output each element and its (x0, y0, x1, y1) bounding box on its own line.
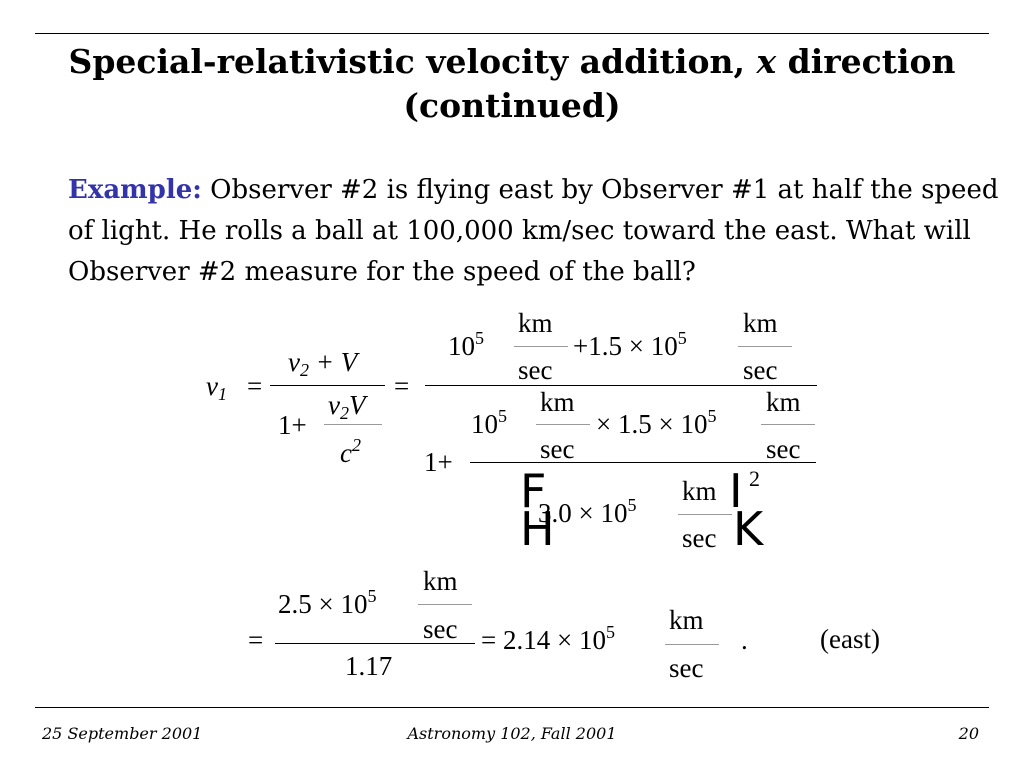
km-unit-5: km (682, 476, 717, 506)
unit-bar-3 (536, 424, 590, 425)
km-unit-7: km (669, 605, 704, 635)
main-fraction-bar (270, 385, 385, 386)
plus-term: $+1.5 \times 10^5$ (573, 328, 687, 361)
squared-exponent: 2 (749, 466, 760, 491)
footer-page-number: 20 (958, 724, 979, 743)
unit-bar-1 (514, 346, 568, 347)
right-bracket-bottom: K (733, 502, 764, 556)
unit-bar-4 (761, 424, 815, 425)
ten-pow-five-1: $10^5$ (448, 328, 484, 361)
c-value-term: $3.0 \times 10^5$ (538, 495, 637, 528)
example-text: Observer #2 is flying east by Observer #1 at half the speed of light. He rolls a ball at 100,000 km/sec toward the east. What will Observer #2 measure for the speed of the ball? (68, 175, 999, 287)
big-fraction-bar (425, 385, 817, 386)
bottom-rule (35, 707, 989, 708)
final-period: . (741, 625, 748, 655)
v1-symbol: v1 (206, 371, 227, 404)
slide-title (40, 40, 984, 128)
title-text-3: (continued) (403, 86, 621, 125)
footer-course: Astronomy 102, Fall 2001 (407, 724, 617, 743)
v2V-numerator: v2V (328, 390, 366, 423)
footer-date: 25 September 2001 (42, 724, 203, 743)
sub-fraction-bar (470, 462, 816, 463)
unit-bar-7 (665, 644, 719, 645)
result-numerator: $2.5 \times 10^5$ (278, 586, 377, 619)
inner-fraction-bar (324, 424, 382, 425)
sec-unit-5: sec (682, 523, 717, 553)
example-label: Example: (68, 175, 202, 205)
km-unit-1: km (518, 308, 553, 338)
ten-pow-five-2: $10^5$ (471, 406, 507, 439)
right-bracket-top: I (729, 464, 743, 518)
km-unit-3: km (540, 387, 575, 417)
left-bracket-bottom: H (520, 502, 555, 556)
sec-unit-3: sec (540, 434, 575, 464)
sec-unit-4: sec (766, 434, 801, 464)
left-bracket-top: F (520, 464, 547, 518)
sec-unit-6: sec (423, 614, 458, 644)
result-fraction-bar (275, 643, 475, 644)
unit-bar-2 (738, 346, 792, 347)
v2-plus-V: v2 + V (288, 347, 358, 380)
final-value: = $2.14 \times 10^5$ (481, 622, 615, 655)
equals-sign-2: = (394, 371, 410, 401)
c-squared: $c^2$ (340, 435, 361, 468)
title-text-2: direction (776, 42, 956, 81)
title-text-1: Special-relativistic velocity addition, (68, 42, 757, 81)
km-unit-6: km (423, 566, 458, 596)
sec-unit-1: sec (518, 355, 553, 385)
sec-unit-2: sec (743, 355, 778, 385)
sec-unit-7: sec (669, 653, 704, 683)
denominator-one-plus-2: 1+ (424, 447, 453, 477)
km-unit-4: km (766, 387, 801, 417)
km-unit-2: km (743, 308, 778, 338)
times-term: × $1.5 \times 10^5$ (596, 406, 717, 439)
top-rule (35, 33, 989, 34)
example-paragraph (68, 170, 1013, 293)
unit-bar-5 (678, 514, 732, 515)
direction-label: (east) (820, 624, 880, 654)
unit-bar-6 (418, 604, 472, 605)
equals-sign-3: = (248, 625, 264, 655)
denominator-one-plus: 1+ (278, 410, 307, 440)
title-x-variable: x (756, 42, 777, 81)
result-denominator: 1.17 (345, 651, 393, 681)
equals-sign-1: = (247, 371, 263, 401)
